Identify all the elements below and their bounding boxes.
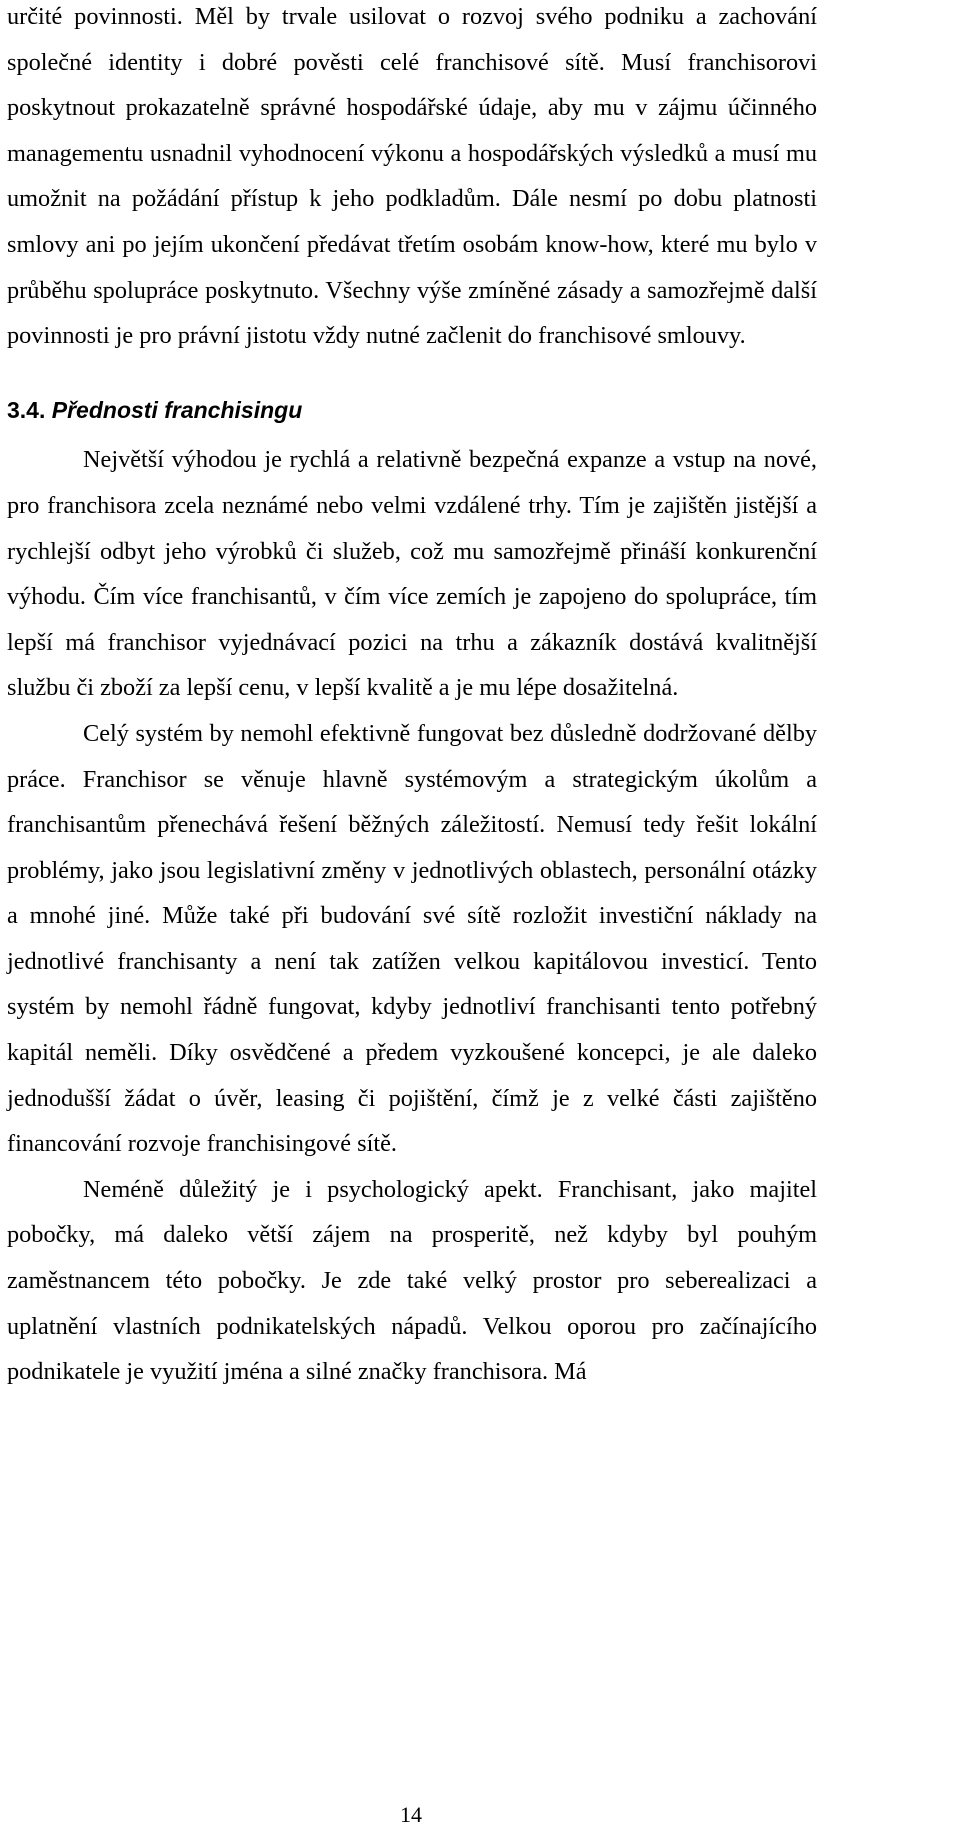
- intro-paragraph: určité povinnosti. Měl by trvale usilovat o rozvoj svého podniku a zachování společné identity i dobré pověsti celé franchisové sítě. Musí franchisorovi poskytnout prokazatelně správné hospodářské údaje, aby mu v zájmu účinného managementu usnadnil vyhodnocení výkonu a hospodářských výsledků a musí mu umožnit na požádání přístup k jeho podkladům. Dále nesmí po dobu platnosti smlovy ani po jejím ukončení předávat třetím osobám know-how, které mu bylo v průběhu spolupráce poskytnuto. Všechny výše zmíněné zásady a samozřejmě další povinnosti je pro právní jistotu vždy nutné začlenit do franchisové smlouvy.: [7, 3, 817, 350]
- paragraph-psychological-aspect: Neméně důležitý je i psychologický apekt. Franchisant, jako majitel pobočky, má daleko větší zájem na prosperitě, než kdyby byl pouhým zaměstnancem této pobočky. Je zde také velký prostor pro seberealizaci a uplatnění vlastních podnikatelských nápadů. Velkou oporou pro začínajícího podnikatele je využití jména a silné značky franchisora. Má: [7, 1175, 817, 1386]
- paragraph-division-of-labour: Celý systém by nemohl efektivně fungovat bez důsledně dodržované dělby práce. Franchisor se věnuje hlavně systémovým a strategickým úkolům a franchisantům přenechává řešení běžných záležitostí. Nemusí tedy řešit lokální problémy, jako jsou legislativní změny v jednotlivých oblastech, personální otázky a mnohé jiné. Může také při budování své sítě rozložit investiční náklady na jednotlivé franchisanty a není tak zatížen velkou kapitálovou investicí. Tento systém by nemohl řádně fungovat, kdyby jednotliví franchisanti tento potřebný kapitál neměli. Díky osvědčené a předem vyzkoušené koncepci, je ale daleko jednodušší žádat o úvěr, leasing či pojištění, čímž je z velké části zajištěno financování rozvoje franchisingové sítě.: [7, 719, 817, 1158]
- section-heading: [7, 388, 817, 434]
- page-number: 14: [400, 1802, 422, 1827]
- section-number: 3.4.: [7, 396, 46, 423]
- paragraph-advantages: Největší výhodou je rychlá a relativně bezpečná expanze a vstup na nové, pro franchisora zcela neznámé nebo velmi vzdálené trhy. Tím je zajištěn jistější a rychlejší odbyt jeho výrobků či služeb, což mu samozřejmě přináší konkurenční výhodu. Čím více franchisantů, v čím více zemích je zapojeno do spolupráce, tím lepší má franchisor vyjednávací pozici na trhu a zákazník dostává kvalitnější službu či zboží za lepší cenu, v lepší kvalitě a je mu lépe dosažitelná.: [7, 446, 817, 702]
- section-title: Přednosti franchisingu: [51, 396, 303, 423]
- document-page: [7, 0, 817, 1395]
